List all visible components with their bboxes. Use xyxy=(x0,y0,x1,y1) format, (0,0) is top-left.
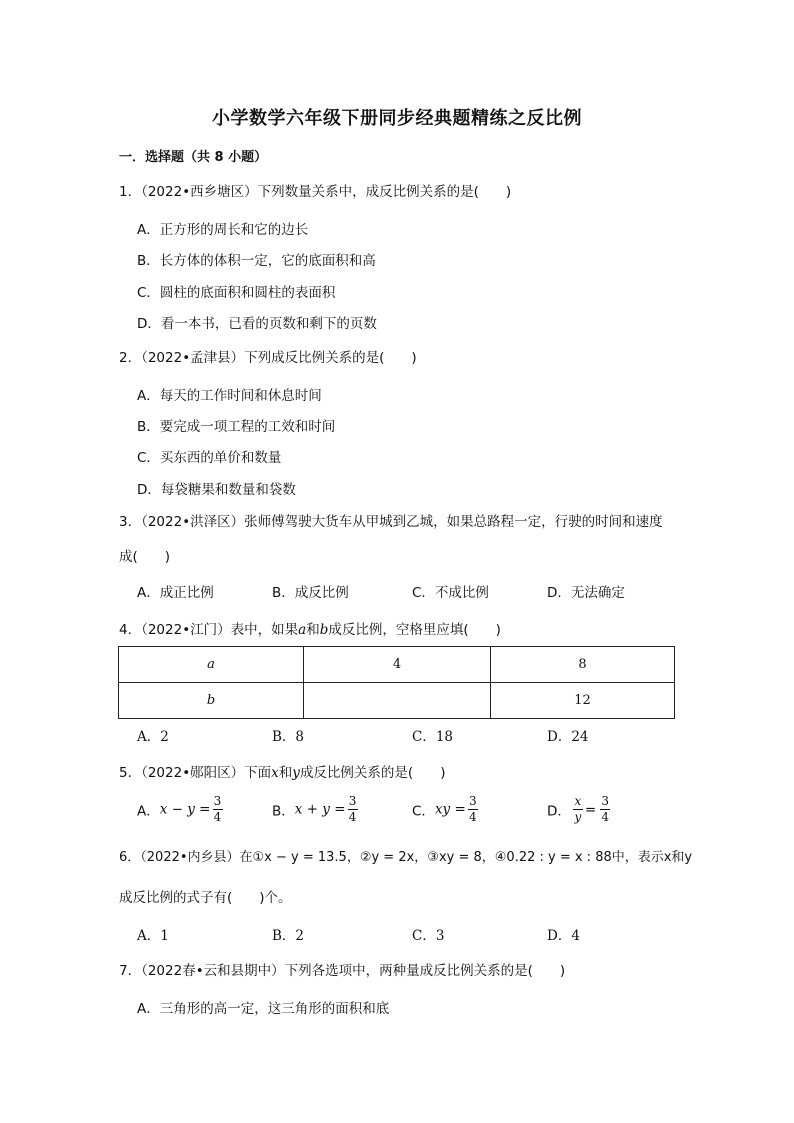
question-1-stem: 1．（2022•西乡塘区）下列数量关系中，成反比例关系的是( ) xyxy=(119,184,512,200)
numerator: 3 xyxy=(468,794,477,808)
option-expression: x + y = xyxy=(294,801,346,818)
conjunction: 和 xyxy=(306,622,320,638)
table-cell: b xyxy=(119,683,304,719)
question-5-stem-pre: 5．（2022•郧阳区）下面 xyxy=(119,765,272,781)
table-row xyxy=(119,647,675,683)
equals-sign: = xyxy=(584,801,597,818)
question-2-option-b: B．要完成一项工程的工效和时间 xyxy=(137,419,336,435)
fraction xyxy=(348,795,358,824)
table-row xyxy=(119,683,675,719)
question-2-option-c: C．买东西的单价和数量 xyxy=(137,450,282,466)
question-6-option-d: D．4 xyxy=(547,928,580,944)
denominator: 4 xyxy=(213,810,222,824)
question-6-stem-line2: 成反比例的式子有( )个。 xyxy=(119,890,292,906)
numerator: x xyxy=(574,794,582,808)
option-expression: x − y = xyxy=(159,801,211,818)
variable-b: b xyxy=(319,622,329,638)
conjunction: 和 xyxy=(278,765,293,781)
table-cell-blank xyxy=(304,683,491,719)
question-4-option-a: A．2 xyxy=(137,729,169,745)
question-5-stem-post: 成反比例关系的是( ) xyxy=(299,765,446,781)
question-5-options xyxy=(137,795,697,835)
variable-x: x xyxy=(271,765,279,781)
question-3-stem-line2: 成( ) xyxy=(119,549,171,565)
section-heading: 一．选择题（共 8 小题） xyxy=(119,150,268,165)
option-label: D． xyxy=(547,803,571,820)
fraction xyxy=(213,795,223,824)
question-1-option-c: C．圆柱的底面积和圆柱的表面积 xyxy=(137,285,336,301)
question-4-option-c: C．18 xyxy=(412,729,454,745)
option-label: C． xyxy=(412,803,435,820)
question-4-stem-post: 成反比例，空格里应填( ) xyxy=(328,622,501,638)
denominator: 4 xyxy=(348,810,357,824)
table-cell: 4 xyxy=(304,647,491,683)
option-label: A． xyxy=(137,803,160,820)
question-1-option-b: B．长方体的体积一定，它的底面积和高 xyxy=(137,253,376,269)
variable-a: a xyxy=(298,622,307,638)
table-cell: a xyxy=(119,647,304,683)
question-3-option-c: C．不成比例 xyxy=(412,585,489,601)
question-4-stem xyxy=(119,618,501,638)
question-5-option-c xyxy=(412,795,478,824)
question-3-stem-line1: 3．（2022•洪泽区）张师傅驾驶大货车从甲城到乙城，如果总路程一定，行驶的时间和速度 xyxy=(119,514,663,530)
table-cell: 8 xyxy=(491,647,675,683)
page-title: 小学数学六年级下册同步经典题精练之反比例 xyxy=(212,108,582,129)
numerator: 3 xyxy=(213,794,222,808)
denominator: y xyxy=(574,810,582,824)
numerator: 3 xyxy=(601,794,610,808)
question-7-option-a: A．三角形的高一定，这三角形的面积和底 xyxy=(137,1001,390,1017)
fraction xyxy=(600,795,610,824)
question-4-stem-pre: 4．（2022•江门）表中，如果 xyxy=(119,622,299,638)
question-6-option-c: C．3 xyxy=(412,928,445,944)
numerator: 3 xyxy=(348,794,357,808)
question-7-stem: 7．（2022春•云和县期中）下列各选项中，两种量成反比例关系的是( ) xyxy=(119,963,566,979)
question-6-stem-line1: 6．（2022•内乡县）在①x − y = 13.5，②y = 2x，③xy = 8，④0.22 : y = x : 88中，表示x和y xyxy=(119,850,693,865)
option-label: B． xyxy=(272,803,295,820)
variable-y: y xyxy=(292,765,300,781)
question-2-option-a: A．每天的工作时间和休息时间 xyxy=(137,388,322,404)
question-4-table xyxy=(118,646,675,719)
question-3-option-b: B．成反比例 xyxy=(272,585,349,601)
question-2-option-d: D．每袋糖果和数量和袋数 xyxy=(137,482,296,498)
fraction xyxy=(468,795,478,824)
question-4-option-d: D．24 xyxy=(547,729,589,745)
question-5-option-b xyxy=(272,795,358,824)
question-1-option-a: A．正方形的周长和它的边长 xyxy=(137,222,309,238)
question-5-stem xyxy=(119,761,445,781)
question-6-option-a: A．1 xyxy=(137,928,169,944)
denominator: 4 xyxy=(601,810,610,824)
question-5-option-d xyxy=(547,795,610,824)
question-1-option-d: D．看一本书，已看的页数和剩下的页数 xyxy=(137,316,377,332)
question-3-option-a: A．成正比例 xyxy=(137,585,214,601)
question-3-option-d: D．无法确定 xyxy=(547,585,625,601)
question-4-option-b: B．8 xyxy=(272,729,305,745)
option-expression: xy = xyxy=(434,801,466,818)
question-6-option-b: B．2 xyxy=(272,928,305,944)
question-2-stem: 2．（2022•孟津县）下列成反比例关系的是( ) xyxy=(119,350,417,366)
question-5-option-a xyxy=(137,795,223,824)
fraction xyxy=(573,795,583,824)
table-cell: 12 xyxy=(491,683,675,719)
denominator: 4 xyxy=(468,810,477,824)
